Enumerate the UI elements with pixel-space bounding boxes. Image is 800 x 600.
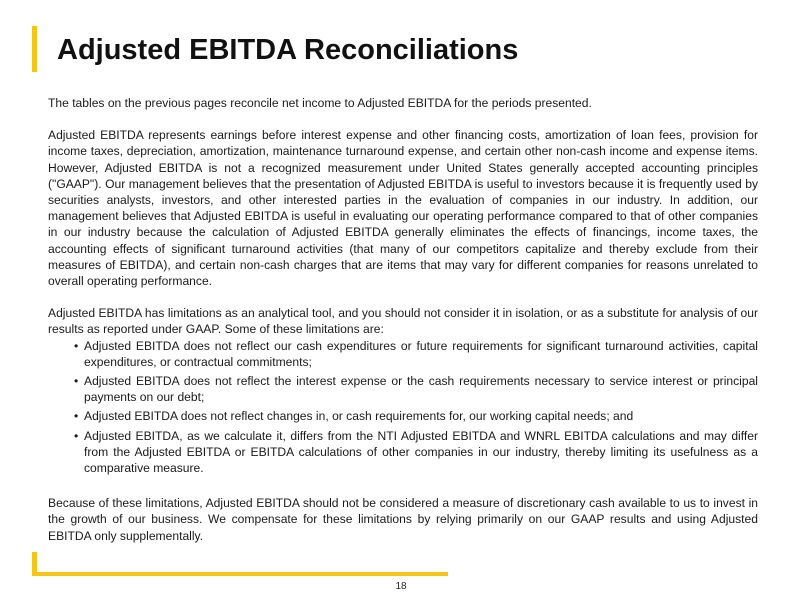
limitation-text: Adjusted EBITDA does not reflect our cash expenditures or future requirements for significant turnaround activities, capital expenditures, or contractual commitments; (84, 338, 758, 369)
body-content (48, 95, 758, 544)
page-title: Adjusted EBITDA Reconciliations (57, 34, 519, 66)
bullet-icon: • (74, 374, 79, 389)
paragraph-spacer (48, 289, 758, 305)
limitation-item (74, 408, 758, 424)
limitation-text: Adjusted EBITDA does not reflect changes in, or cash requirements for, our working capital needs; and (84, 409, 634, 424)
definition-paragraph: Adjusted EBITDA represents earnings before interest expense and other financing costs, amortization of loan fees, provision for income taxes, depreciation, amortization, maintenance turnaround expense, and certain other non-cash income and expense items. However, Adjusted EBITDA is not a recognized measurement under United States generally accepted accounting principles ("GAAP"). Our management believes that the presentation of Adjusted EBITDA is useful to investors because it is frequently used by securities analysts, investors, and other interested parties in the evaluation of companies in our industry. In addition, our management believes that Adjusted EBITDA is useful in evaluating our operating performance compared to that of other companies in our industry because the calculation of Adjusted EBITDA generally eliminates the effects of financings, income taxes, the accounting effects of significant turnaround activities (that many of our competitors capitalize and thereby exclude from their measures of EBITDA), and certain non-cash charges that are items that may vary for different companies for reasons unrelated to overall operating performance. (48, 128, 758, 289)
paragraph-spacer (48, 111, 758, 127)
accent-bar-top (32, 26, 37, 72)
paragraph-spacer (48, 479, 758, 495)
limitation-text: Adjusted EBITDA, as we calculate it, differs from the NTI Adjusted EBITDA and WNRL EBITDA calculations and may differ from the Adjusted EBITDA or EBITDA calculations of other companies in our industry, thereby limiting its usefulness as a comparative measure. (84, 428, 758, 476)
limitation-item (74, 373, 758, 405)
limitations-list (48, 338, 758, 477)
bullet-icon: • (74, 428, 79, 443)
bullet-icon: • (74, 409, 79, 424)
bullet-icon: • (74, 338, 79, 353)
limitation-item (74, 428, 758, 477)
limitations-intro-paragraph: Adjusted EBITDA has limitations as an analytical tool, and you should not consider it in isolation, or as a substitute for analysis of our results as reported under GAAP. Some of these limitations are: (48, 306, 758, 337)
limitation-item (74, 338, 758, 370)
intro-paragraph: The tables on the previous pages reconcile net income to Adjusted EBITDA for the periods presented. (48, 96, 592, 110)
conclusion-paragraph: Because of these limitations, Adjusted EBITDA should not be considered a measure of discretionary cash available to us to invest in the growth of our business. We compensate for these limitations by relying primarily on our GAAP results and using Adjusted EBITDA only supplementally. (48, 496, 758, 543)
accent-bar-bottom-horizontal (32, 572, 448, 576)
page-number: 18 (395, 581, 407, 592)
limitation-text: Adjusted EBITDA does not reflect the interest expense or the cash requirements necessary to service interest or principal payments on our debt; (84, 374, 758, 405)
